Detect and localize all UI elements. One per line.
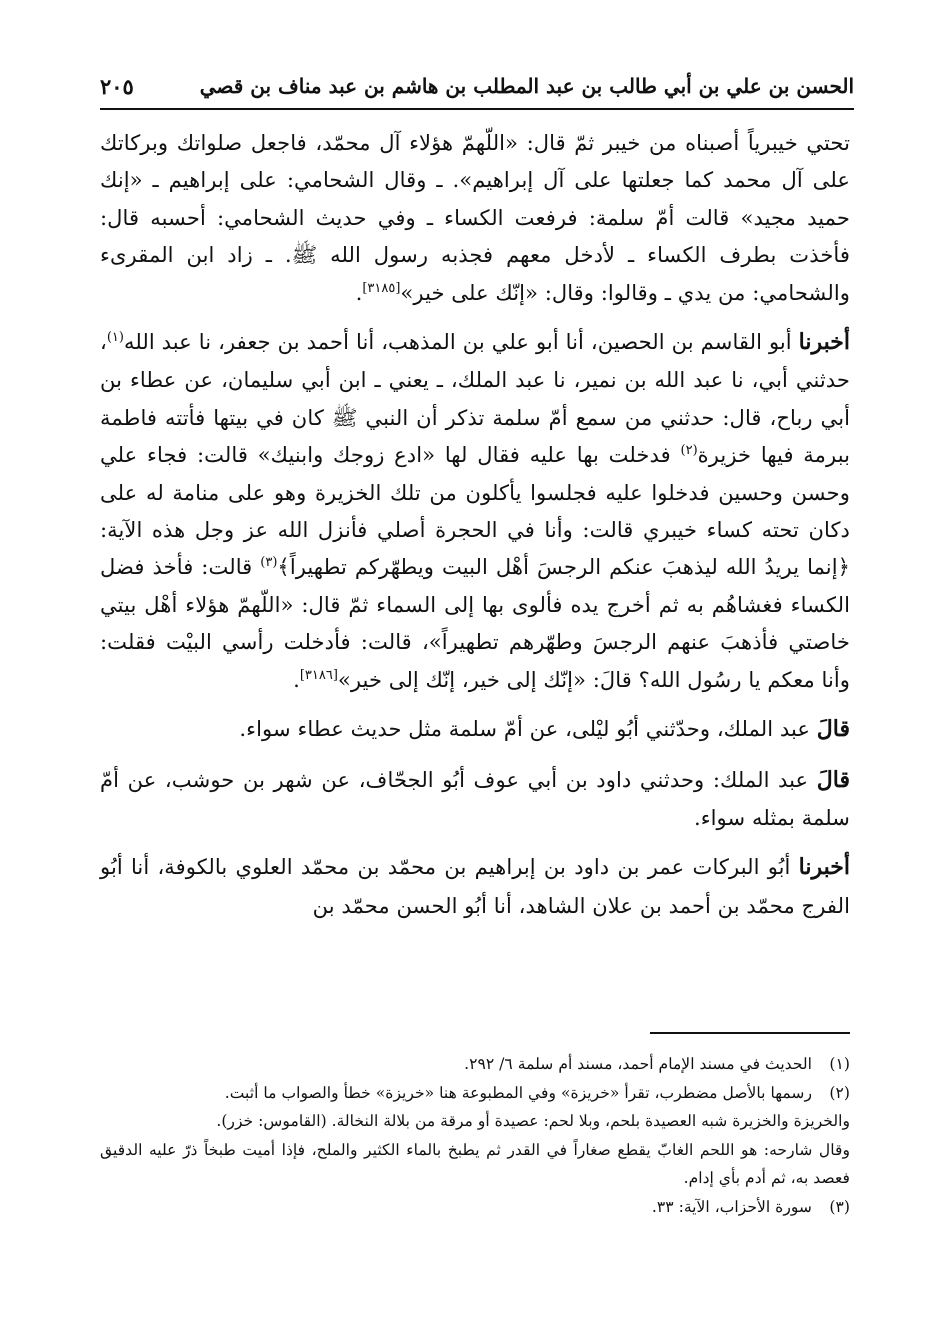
footnote-divider [650, 1032, 850, 1034]
paragraph-2-text-b: ، حدثني أبي، نا عبد الله بن نمير، نا عبد الملك، ـ يعني ـ ابن أبي سليمان، عن عطاء بن أبي رباح، قال: حدثني من سمع أمّ سلمة تذكر أن النبي ﷺ كان في بيتها فأتته فاطمة ببرمة فيها خزيرة [100, 329, 850, 468]
footnote-2-continuation-1: والخريزة والخزيرة شبه العصيدة بلحم، وبلا لحم: عصيدة أو مرقة من بلالة النخالة. (القاموس: خزر). [216, 1112, 850, 1131]
paragraph-5-text: أبُو البركات عمر بن داود بن إبراهيم بن محمّد بن محمّد العلوي بالكوفة، أنا أبُو الفرج محمّد بن أحمد بن علان الشاهد، أنا أبُو الحسن محمّد بن [100, 854, 850, 918]
paragraph-3-text: عبد الملك، وحدّثني أبُو ليْلى، عن أمّ سلمة مثل حديث عطاء سواء. [239, 716, 817, 742]
running-title: الحسن بن علي بن أبي طالب بن عبد المطلب بن هاشم بن عبد مناف بن قصي [199, 74, 854, 98]
footnotes [100, 1050, 850, 1222]
footnote-marker-2: (٢) [680, 443, 698, 459]
paragraph-5-lead: أخبرنا [798, 854, 850, 881]
paragraph-5 [100, 848, 850, 924]
footnote-marker-1: (١) [106, 329, 124, 345]
footnote-2-text: رسمها بالأصل مضطرب، تقرأ «خريزة» وفي المطبوعة هنا «خريزة» خطأ والصواب ما أثبت. [224, 1083, 812, 1102]
paragraph-2: أخبرنا أبو القاسم بن الحصين، أنا أبو علي بن المذهب، أنا أحمد بن جعفر، نا عبد الله$^{(١)}$، حدثني أبي، نا عبد الله بن نمير، نا عبد الملك، ـ يعني ـ ابن أبي سليمان، عن عطاء بن أبي رباح، قال: حدثني من سمع أمّ سلمة تذكر أن النبي ﷺ كان في بيتها فأتته فاطمة ببرمة فيها خزيرة$^{(٢)}$ فدخلت بها عليه فقال لها «ادع زوجك وابنيك» قالت: فجاء علي وحسن وحسين فدخلوا عليه فجلسوا يأكلون من تلك الخزيرة وهو على منامة له على دكان تحته كساء خيبري قالت: وأنا في الحجرة أصلي فأنزل الله عز وجل هذه الآية: ﴿إنما يريدُ الله ليذهبَ عنكم الرجسَ أهْل البيت ويطهّركم تطهيراً﴾$^{(٣)}$ قالت: فأخذ فضل الكساء فغشاهُم به ثم أخرج يده فألوى بها إلى السماء ثمّ قال: «اللّهمّ هؤلاء أهْل بيتي خاصتي فأذهبَ عنهم الرجسَ وطهّرهم تطهيراً»، قالت: فأدخلت رأسي البيْت فقلت: وأنا معكم يا رسُول الله؟ قالَ: «إنّك إلى خير، إنّك إلى خير»[٣١٨٦]. [100, 329, 850, 692]
hadith-ref-3186: [٣١٨٦] [299, 667, 338, 683]
footnote-3 [100, 1193, 850, 1222]
paragraph-1: تحتي خيبرياً أصبناه من خيبر ثمّ قال: «اللّهمّ هؤلاء آل محمّد، فاجعل صلواتك وبركاتك على آل محمد كما جعلتها على آل إبراهيم». ـ وقال الشحامي: على إبراهيم ـ «إنك حميد مجيد» قالت أمّ سلمة: فرفعت الكساء ـ وفي حديث الشحامي: أحسبه قال: فأخذت بطرف الكساء ـ لأدخل معهم فجذبه رسول الله ﷺ. ـ زاد ابن المقرىء والشحامي: من يدي ـ وقالوا: وقال: «إنّك على خير»[٣١٨٥]. [100, 130, 850, 305]
page-number: ٢٠٥ [100, 73, 134, 99]
page-header [100, 64, 854, 110]
footnote-1 [100, 1050, 850, 1079]
paragraph-3 [100, 710, 850, 748]
paragraph-4-lead: قالَ [816, 766, 850, 793]
paragraph-2-text-c: فدخلت بها عليه فقال لها «ادع زوجك وابنيك» قالت: فجاء علي وحسن وحسين فدخلوا عليه فجلسوا يأكلون من تلك الخزيرة وهو على منامة له على دكان تحته كساء خيبري قالت: وأنا في الحجرة أصلي فأنزل الله عز وجل هذه الآية: ﴿إنما يريدُ الله ليذهبَ عنكم الرجسَ أهْل البيت ويطهّركم تطهيراً﴾ [100, 442, 850, 580]
main-text [100, 124, 850, 924]
paragraph-4-text: عبد الملك: وحدثني داود بن أبي عوف أبُو الجحّاف، عن شهر بن حوشب، عن أمّ سلمة بمثله سواء. [100, 766, 850, 830]
footnote-3-number: (٣) [829, 1197, 850, 1216]
footnote-2-continuation-2: وقال شارحه: هو اللحم الغابّ يقطع صغاراً في القدر ثم يطبخ بالماء الكثير والملح، فإذا أميت طبخاً ذرّ عليه الدقيق فعصد به، ثم أدم بأي إدام. [100, 1140, 850, 1188]
footnote-1-number: (١) [829, 1055, 850, 1073]
footnote-3-text: سورة الأحزاب، الآية: ٣٣. [651, 1197, 812, 1216]
footnote-2 [100, 1079, 850, 1108]
paragraph-1-text: تحتي خيبرياً أصبناه من خيبر ثمّ قال: «اللّهمّ هؤلاء آل محمّد، فاجعل صلواتك وبركاتك على آل محمد كما جعلتها على آل إبراهيم». ـ وقال الشحامي: على إبراهيم ـ «إنك حميد مجيد» قالت أمّ سلمة: فرفعت الكساء ـ وفي حديث الشحامي: أحسبه قال: فأخذت بطرف الكساء ـ لأدخل معهم فجذبه رسول الله ﷺ. ـ زاد ابن المقرىء والشحامي: من يدي ـ وقالوا: وقال: «إنّك على خير» [100, 130, 850, 305]
paragraph-2-text-d: قالت: فأخذ فضل الكساء فغشاهُم به ثم أخرج يده فألوى بها إلى السماء ثمّ قال: «اللّهمّ هؤلاء أهْل بيتي خاصتي فأذهبَ عنهم الرجسَ وطهّرهم تطهيراً»، قالت: فأدخلت رأسي البيْت فقلت: وأنا معكم يا رسُول الله؟ قالَ: «إنّك إلى خير، إنّك إلى خير» [100, 554, 850, 692]
footnote-2-number: (٢) [829, 1083, 850, 1102]
paragraph-4 [100, 761, 850, 837]
paragraph-2-text-a: أبو القاسم بن الحصين، أنا أبو علي بن المذهب، أنا أحمد بن جعفر، نا عبد الله [123, 329, 799, 355]
hadith-ref-3185: [٣١٨٥] [362, 280, 401, 296]
paragraph-3-lead: قالَ [816, 716, 850, 743]
footnote-marker-3: (٣) [260, 555, 278, 571]
paragraph-2-lead: أخبرنا [798, 329, 850, 356]
footnote-1-text: الحديث في مسند الإمام أحمد، مسند أم سلمة ٦/ ٢٩٢. [464, 1055, 812, 1073]
